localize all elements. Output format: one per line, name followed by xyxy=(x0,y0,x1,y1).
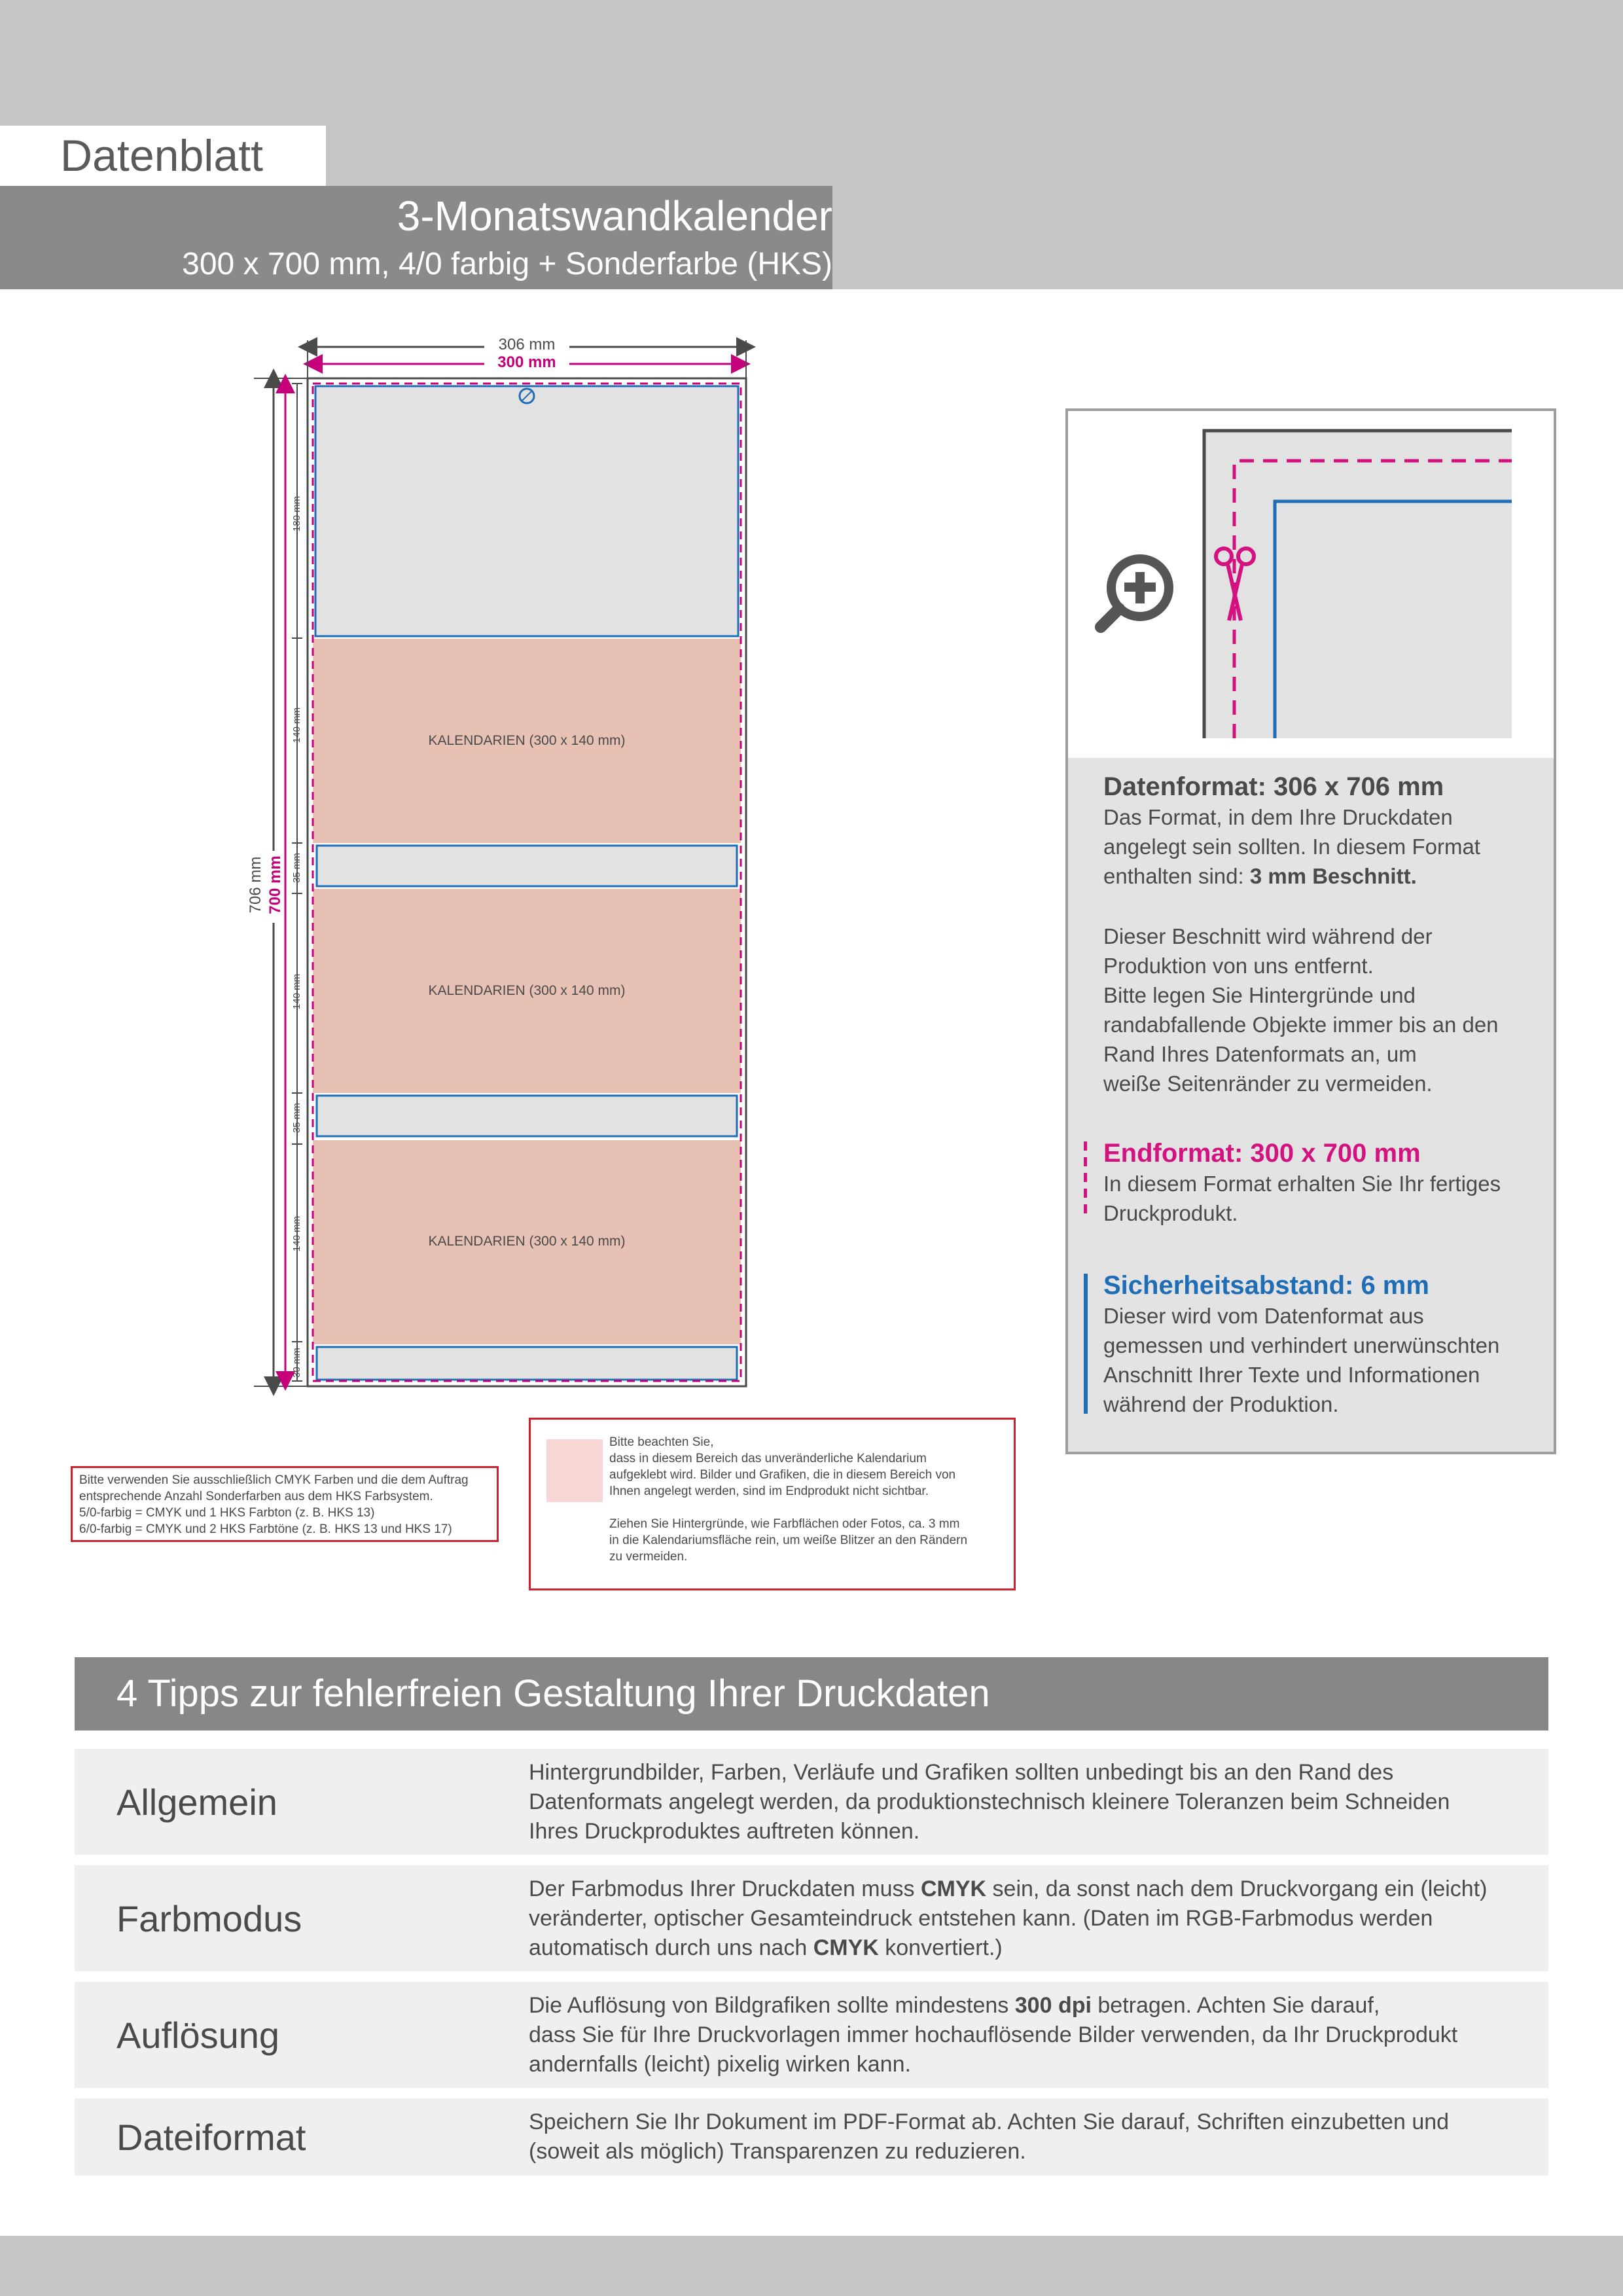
dim-35-b: 35 mm xyxy=(291,1103,302,1133)
beschnitt-line-2: Produktion von uns entfernt. xyxy=(1103,954,1374,978)
tip-text-farbmodus xyxy=(529,1874,1524,1963)
endformat-line-2: Druckprodukt. xyxy=(1103,1201,1238,1225)
sicherheit-marker xyxy=(1084,1274,1088,1414)
sicherheit-heading: Sicherheitsabstand: 6 mm xyxy=(1103,1271,1429,1300)
calendar-label-2: KALENDARIEN (300 x 140 mm) xyxy=(428,983,626,998)
dim-35-a: 35 mm xyxy=(291,853,302,883)
calendar-area-note-text xyxy=(609,1434,1008,1565)
color-note-line-4: 6/0-farbig = CMYK und 2 HKS Farbtöne (z. B. HKS 13 und HKS 17) xyxy=(79,1522,452,1536)
calendar-layout-diagram xyxy=(236,327,759,1401)
tip-allgemein-line-2: Datenformats angelegt werden, da produktionstechnisch kleinere Toleranzen beim Schneiden xyxy=(529,1789,1450,1814)
beschnitt-line-6: weiße Seitenränder zu vermeiden. xyxy=(1103,1071,1433,1096)
datenformat-bleed: 3 mm Beschnitt. xyxy=(1249,864,1417,888)
tip-aufloesung-l1a: Die Auflösung von Bildgrafiken sollte mindestens xyxy=(529,1993,1015,2018)
calendar-area-note xyxy=(529,1418,1016,1590)
note-p2-line-2: in die Kalendariumsfläche rein, um weiße Blitzer an den Rändern xyxy=(609,1534,968,1547)
product-subtitle: 300 x 700 mm, 4/0 farbig + Sonderfarbe (HKS) xyxy=(182,247,832,281)
beschnitt-block xyxy=(1103,922,1548,1098)
tip-farbmodus-cmyk-1: CMYK xyxy=(920,1876,987,1901)
height-outer-label: 706 mm xyxy=(247,856,264,914)
tip-allgemein-line-3: Ihres Druckproduktes auftreten können. xyxy=(529,1819,920,1844)
sicherheit-line-4: während der Produktion. xyxy=(1103,1392,1339,1416)
tip-farbmodus-line-2: veränderter, optischer Gesamteindruck entstehen kann. (Daten im RGB-Farbmodus werden xyxy=(529,1906,1433,1931)
note-p2-line-3: zu vermeiden. xyxy=(609,1550,688,1564)
tip-label-aufloesung: Auflösung xyxy=(116,2015,280,2056)
datenformat-line-2: angelegt sein sollten. In diesem Format xyxy=(1103,834,1480,859)
calendar-label-3: KALENDARIEN (300 x 140 mm) xyxy=(428,1234,626,1249)
image-area xyxy=(315,386,738,636)
width-outer-label: 306 mm xyxy=(498,336,556,353)
width-final-label: 300 mm xyxy=(497,353,556,371)
tip-row-allgemein xyxy=(75,1749,1548,1855)
beschnitt-line-5: Rand Ihres Datenformats an, um xyxy=(1103,1042,1417,1066)
tip-farbmodus-line-3 xyxy=(529,1933,1524,1963)
tip-farbmodus-cmyk-2: CMYK xyxy=(813,1935,879,1960)
note-swatch xyxy=(546,1439,603,1502)
datenformat-line-3-text: enthalten sind: xyxy=(1103,864,1244,888)
color-note-line-2: entsprechende Anzahl Sonderfarben aus dem HKS Farbsystem. xyxy=(79,1490,433,1503)
tip-label-allgemein: Allgemein xyxy=(116,1782,277,1823)
doc-label: Datenblatt xyxy=(60,131,263,181)
footer-band xyxy=(0,2236,1623,2296)
strip-3 xyxy=(317,1347,737,1380)
color-note xyxy=(71,1466,499,1542)
dim-140-b: 140 mm xyxy=(291,973,302,1010)
datenformat-block xyxy=(1103,771,1548,891)
beschnitt-line-4: randabfallende Objekte immer bis an den xyxy=(1103,1013,1499,1037)
strip-2 xyxy=(317,1096,737,1136)
datenformat-line-1: Das Format, in dem Ihre Druckdaten xyxy=(1103,805,1453,829)
datenformat-heading: Datenformat: 306 x 706 mm xyxy=(1103,772,1444,801)
dim-140-c: 140 mm xyxy=(291,1215,302,1252)
tip-farbmodus-l3c: konvertiert.) xyxy=(878,1935,1003,1960)
tip-farbmodus-l1a: Der Farbmodus Ihrer Druckdaten muss xyxy=(529,1876,921,1901)
tip-text-aufloesung xyxy=(529,1991,1524,2079)
tips-title: 4 Tipps zur fehlerfreien Gestaltung Ihrer Druckdaten xyxy=(116,1672,990,1715)
endformat-heading: Endformat: 300 x 700 mm xyxy=(1103,1139,1421,1168)
beschnitt-line-3: Bitte legen Sie Hintergründe und xyxy=(1103,983,1416,1007)
datenformat-line-3 xyxy=(1103,861,1548,891)
magnifier-icon xyxy=(1101,559,1169,627)
color-note-line-3: 5/0-farbig = CMYK und 1 HKS Farbton (z. B. HKS 13) xyxy=(79,1506,375,1520)
beschnitt-line-1: Dieser Beschnitt wird während der xyxy=(1103,924,1433,948)
product-title: 3-Monatswandkalender xyxy=(397,192,832,240)
tip-aufloesung-line-1 xyxy=(529,1991,1524,2020)
note-p2-line-1: Ziehen Sie Hintergründe, wie Farbflächen oder Fotos, ca. 3 mm xyxy=(609,1517,960,1531)
endformat-line-1: In diesem Format erhalten Sie Ihr fertiges xyxy=(1103,1172,1501,1196)
sicherheit-line-1: Dieser wird vom Datenformat aus xyxy=(1103,1304,1424,1328)
info-panel xyxy=(1065,758,1556,1454)
note-p1-line-4: Ihnen angelegt werden, sind im Endprodukt nicht sichtbar. xyxy=(609,1484,929,1498)
tip-farbmodus-l1c: sein, da sonst nach dem Druckvorgang ein (leicht) xyxy=(986,1876,1488,1901)
tip-row-aufloesung xyxy=(75,1982,1548,2088)
tip-allgemein-line-1: Hintergrundbilder, Farben, Verläufe und Grafiken sollten unbedingt bis an den Rand des xyxy=(529,1760,1394,1785)
tip-label-farbmodus: Farbmodus xyxy=(116,1898,302,1939)
color-note-line-1: Bitte verwenden Sie ausschließlich CMYK Farben und die dem Auftrag xyxy=(79,1473,469,1487)
tip-row-dateiformat xyxy=(75,2098,1548,2176)
strip-1 xyxy=(317,846,737,886)
tip-aufloesung-line-3: andernfalls (leicht) pixelig wirken kann. xyxy=(529,2052,911,2077)
note-p1-line-3: aufgeklebt wird. Bilder und Grafiken, die in diesem Bereich von xyxy=(609,1468,956,1482)
sicherheit-block xyxy=(1103,1270,1548,1419)
sicherheit-line-3: Anschnitt Ihrer Texte und Informationen xyxy=(1103,1363,1480,1387)
dim-30: 30 mm xyxy=(291,1348,302,1378)
tip-row-farbmodus xyxy=(75,1865,1548,1971)
calendar-label-1: KALENDARIEN (300 x 140 mm) xyxy=(428,733,626,748)
dim-140-a: 140 mm xyxy=(291,707,302,744)
tip-aufloesung-l1c: betragen. Achten Sie darauf, xyxy=(1091,1993,1380,2018)
endformat-marker xyxy=(1084,1141,1087,1213)
note-p1-line-1: Bitte beachten Sie, xyxy=(609,1435,714,1449)
tip-farbmodus-line-1 xyxy=(529,1874,1524,1904)
tip-label-dateiformat: Dateiformat xyxy=(116,2117,306,2158)
tip-dateiformat-line-2: (soweit als möglich) Transparenzen zu reduzieren. xyxy=(529,2139,1026,2164)
note-p1-line-2: dass in diesem Bereich das unveränderliche Kalendarium xyxy=(609,1452,927,1465)
zoom-detail-box xyxy=(1065,408,1556,761)
sicherheit-line-2: gemessen und verhindert unerwünschten xyxy=(1103,1333,1500,1357)
corner-detail-illustration xyxy=(1068,411,1554,758)
dim-180: 180 mm xyxy=(291,495,302,532)
tip-aufloesung-dpi: 300 dpi xyxy=(1014,1993,1092,2018)
tip-farbmodus-l3a: automatisch durch uns nach xyxy=(529,1935,813,1960)
tip-dateiformat-line-1: Speichern Sie Ihr Dokument im PDF-Format ab. Achten Sie darauf, Schriften einzubetten und xyxy=(529,2109,1450,2134)
height-final-label: 700 mm xyxy=(266,855,284,914)
tip-aufloesung-line-2: dass Sie für Ihre Druckvorlagen immer hochauflösende Bilder verwenden, da Ihr Druckprodukt xyxy=(529,2022,1458,2047)
tip-text-allgemein xyxy=(529,1758,1524,1846)
tip-text-dateiformat xyxy=(529,2108,1524,2166)
endformat-block xyxy=(1103,1138,1548,1228)
